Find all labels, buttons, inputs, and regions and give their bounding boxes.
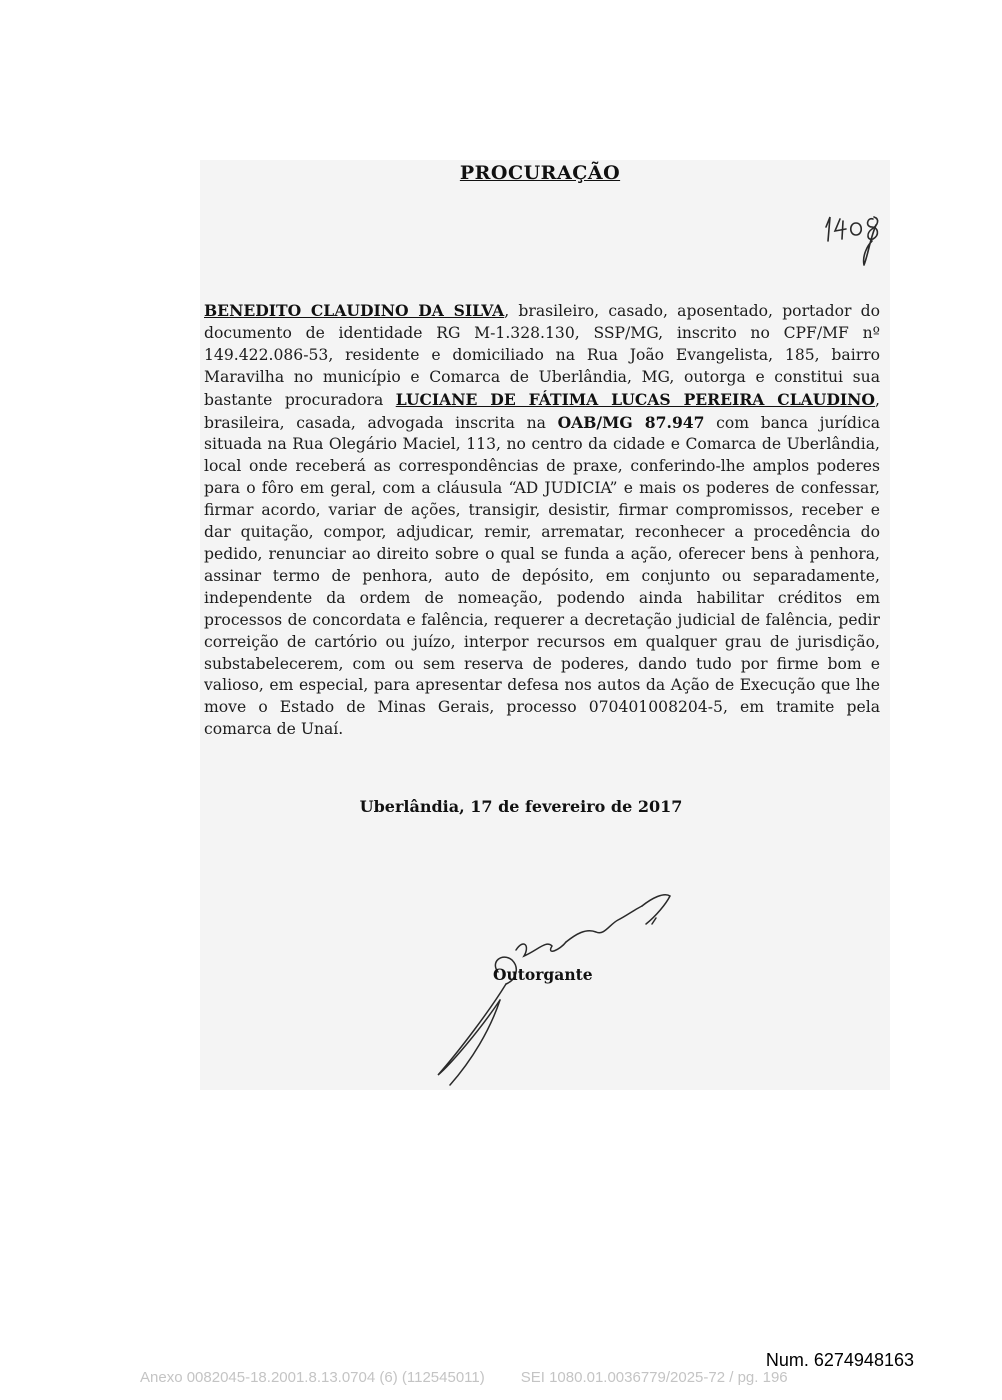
outorgante-name: BENEDITO CLAUDINO DA SILVA (204, 301, 505, 320)
footer-sei-reference: SEI 1080.01.0036779/2025-72 / pg. 196 (520, 1369, 788, 1386)
place-and-date: Uberlândia, 17 de fevereiro de 2017 (359, 797, 683, 816)
body-text-part-3: com banca jurídica situada na Rua Olegário Maciel, 113, no centro da cidade e Comarca de Uberlândia, local onde receberá as correspondências de praxe, conferindo-lhe amplos poderes para o fôro em geral, com a cláusula “AD JUDICIA” e mais os poderes de confessar, firmar acordo, variar de ações, transigir, desistir, firmar compromissos, receber e dar quitação, compor, adjudicar, remir, arrematar, reconhecer a procedência do pedido, renunciar ao direito sobre o qual se funda a ação, oferecer bens à penhora, assinar termo de penhora, auto de depósito, em conjunto ou separadamente, independente da ordem de nomeação, podendo ainda habilitar créditos em processos de concordata e falência, requerer a decretação judicial de falência, pedir correição de cartório ou juízo, interpor recursos em qualquer grau de jurisdição, substabelecerem, com ou sem reserva de poderes, dando tudo por firme bom e valioso, em especial, para apresentar defesa nos autos da Ação de Execução que lhe move o Estado de Minas Gerais, processo 070401008204-5, em tramite pela comarca de Unaí. (204, 413, 881, 739)
handwritten-page-number (818, 205, 898, 275)
power-of-attorney-body (204, 300, 880, 741)
document-title: PROCURAÇÃO (459, 162, 621, 184)
footer-anexo: Anexo 0082045-18.2001.8.13.0704 (6) (112545011) (140, 1369, 485, 1386)
signature-label: Outorgante (493, 965, 593, 984)
handwritten-signature (420, 880, 690, 1090)
document-number-stamp: Num. 6274948163 (765, 1350, 914, 1370)
body-text-part-1: , brasileiro, casado, aposentado, portador do documento de identidade RG M-1.328.130, SSP/MG, inscrito no CPF/MF nº 149.422.086-53, residente e domiciliado na Rua João Evangelista, 185, bairro Maravilha no município e Comarca de Uberlândia, MG, outorga e constitui sua bastante procuradora (204, 302, 880, 409)
body-text-part-2: , brasileira, casada, advogada inscrita na (204, 390, 880, 432)
footer-watermark (140, 1369, 788, 1386)
oab-registration: OAB/MG 87.947 (557, 412, 705, 432)
procuradora-name: LUCIANE DE FÁTIMA LUCAS PEREIRA CLAUDINO (395, 389, 876, 409)
